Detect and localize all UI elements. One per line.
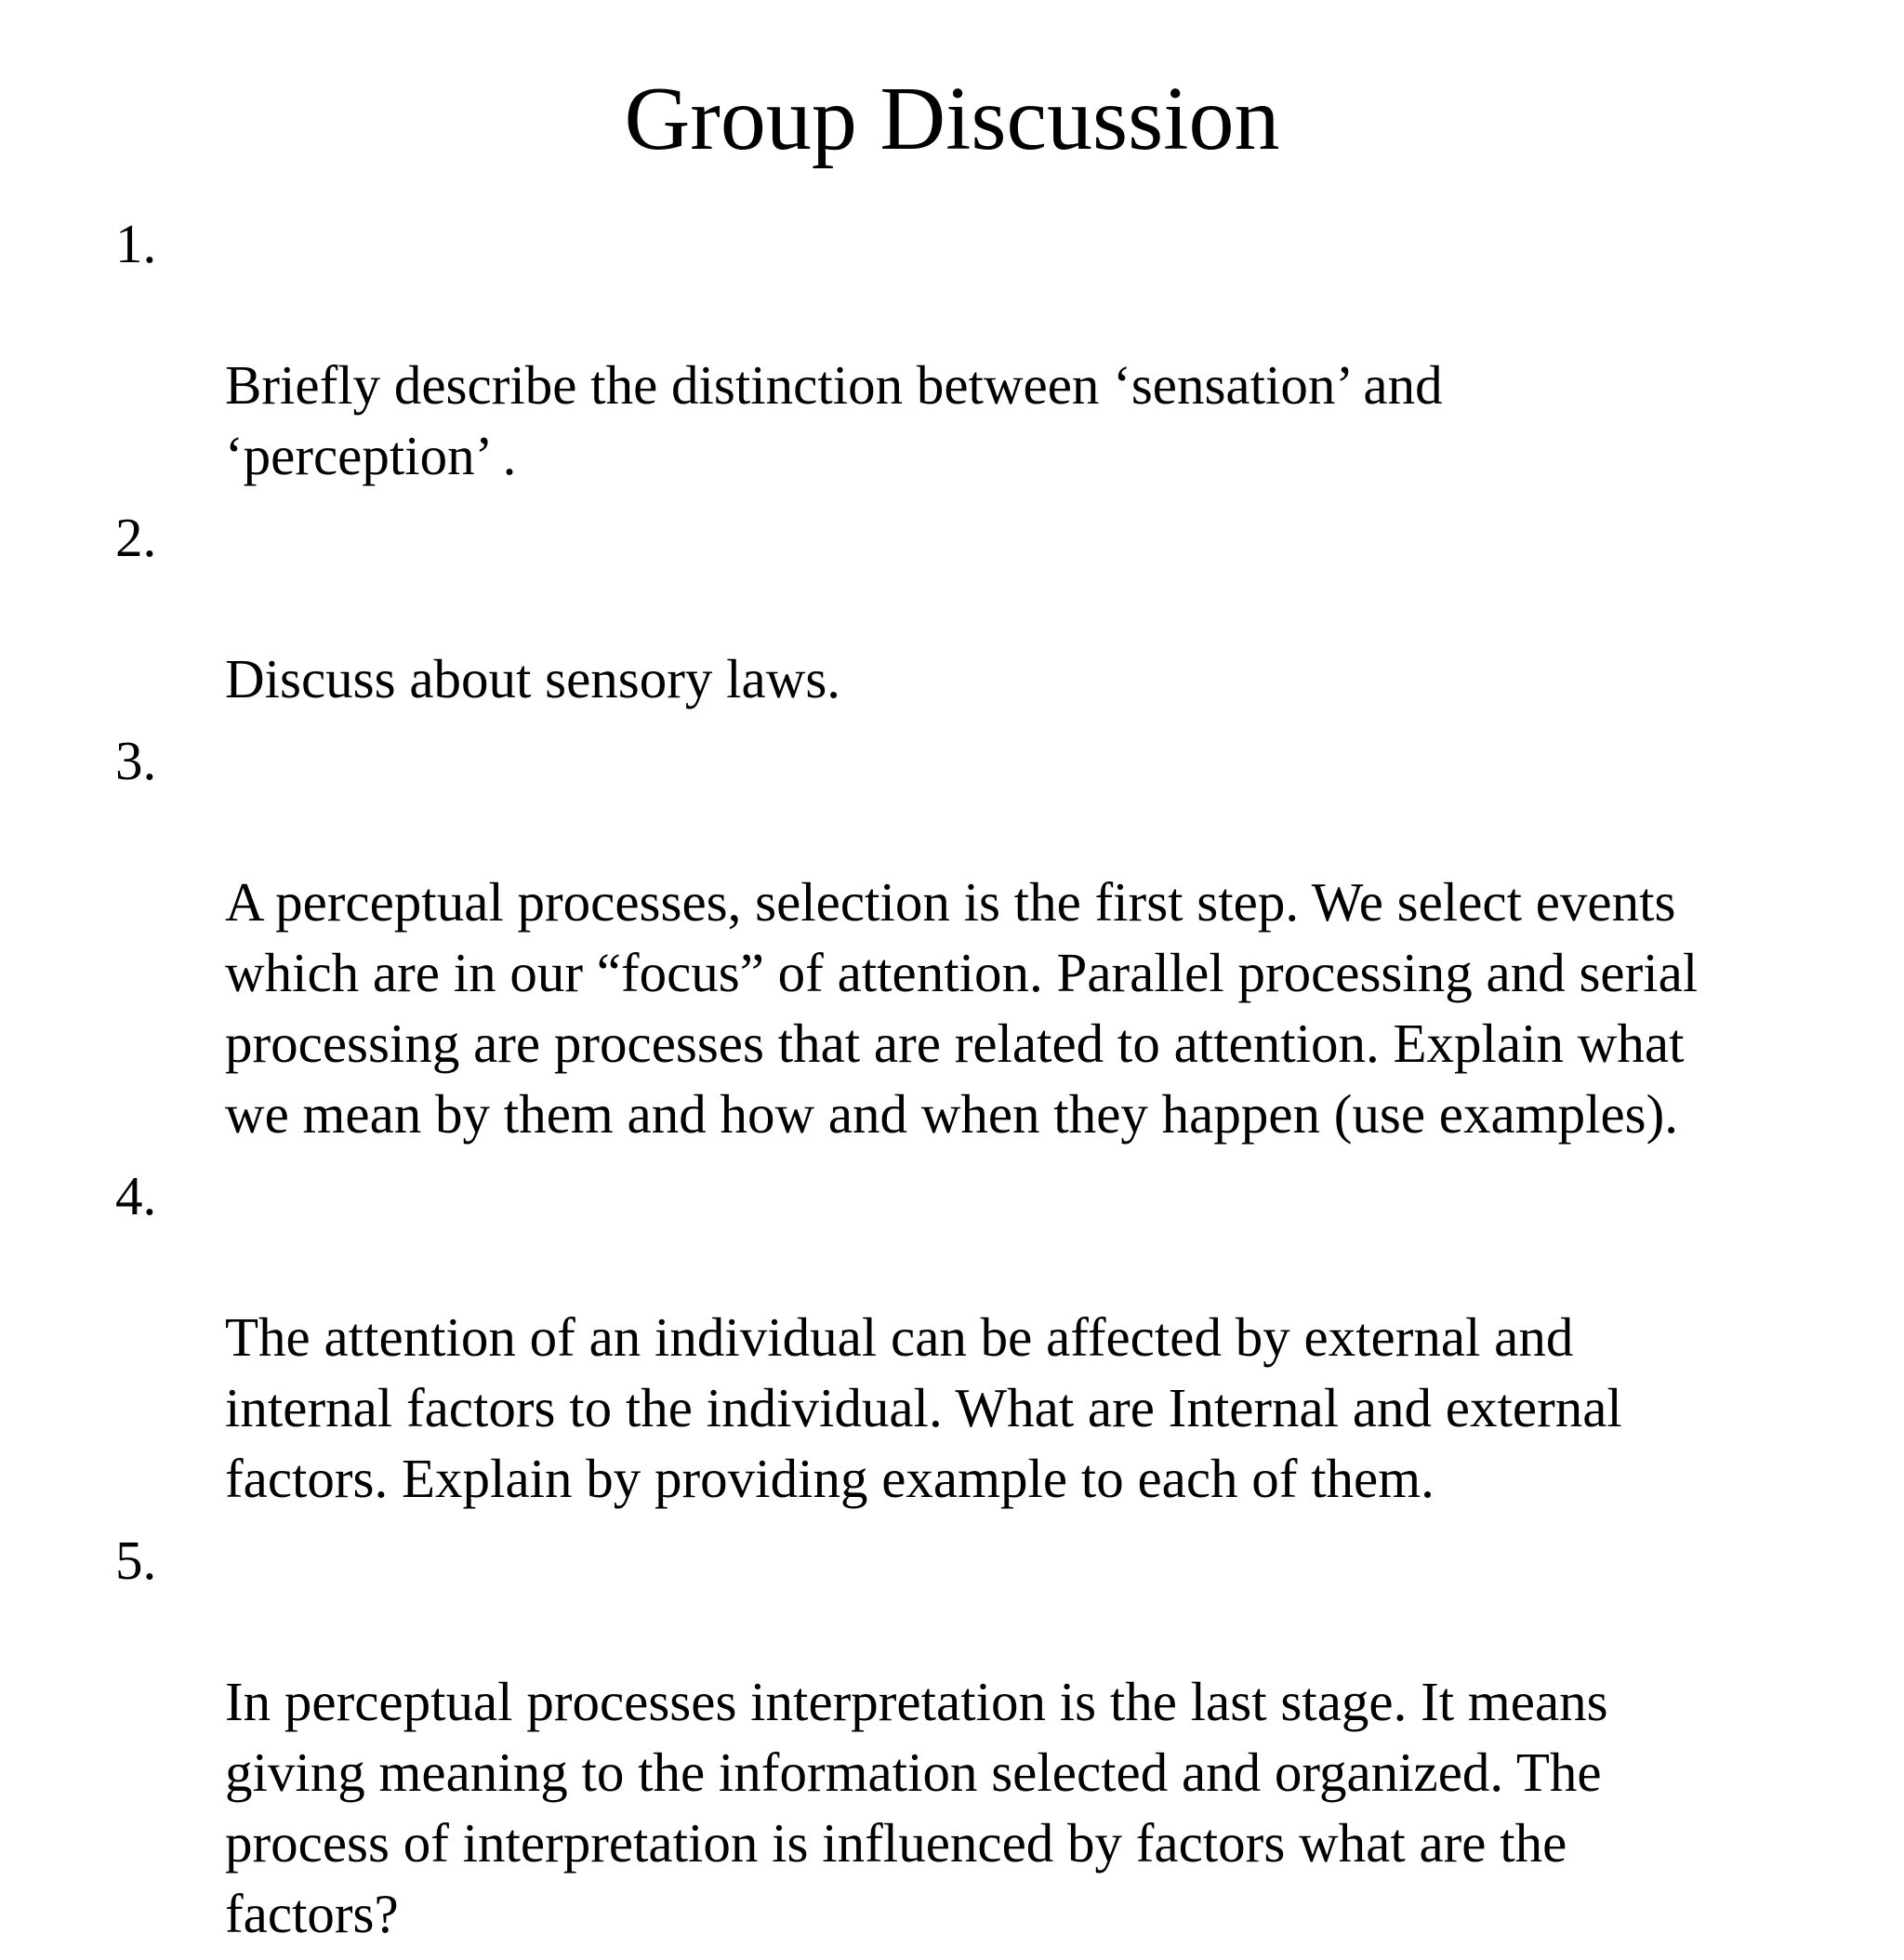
question-item-4 [0,1160,1904,1514]
question-number: 3. [115,730,157,791]
question-text: Briefly describe the distinction between ‘sensation’ and ‘perception’ . [225,354,1443,486]
question-item-3 [0,725,1904,1149]
question-item-1 [0,208,1904,491]
question-number: 1. [115,213,157,274]
question-number: 2. [115,507,157,568]
question-text: In perceptual processes interpretation is the last stage. It means giving meaning to the information selected and organized. The process of interpretation is influenced by factors what are the factors? [225,1671,1608,1944]
question-text: A perceptual processes, selection is the first step. We select events which are in our “focus” of attention. Parallel processing and serial processing are processes that are related to attention. Explain what we mean by them and how and when they happen (use examples). [225,871,1699,1145]
question-number: 5. [115,1530,157,1591]
question-item-5 [0,1525,1904,1949]
question-text: The attention of an individual can be affected by external and internal factors to the individual. What are Internal and external factors. Explain by providing example to each of them. [225,1306,1622,1509]
slide-title: Group Discussion [624,69,1280,169]
question-number: 4. [115,1165,157,1226]
question-text: Discuss about sensory laws. [225,648,841,709]
question-item-2 [0,502,1904,714]
question-list [0,208,1904,1960]
